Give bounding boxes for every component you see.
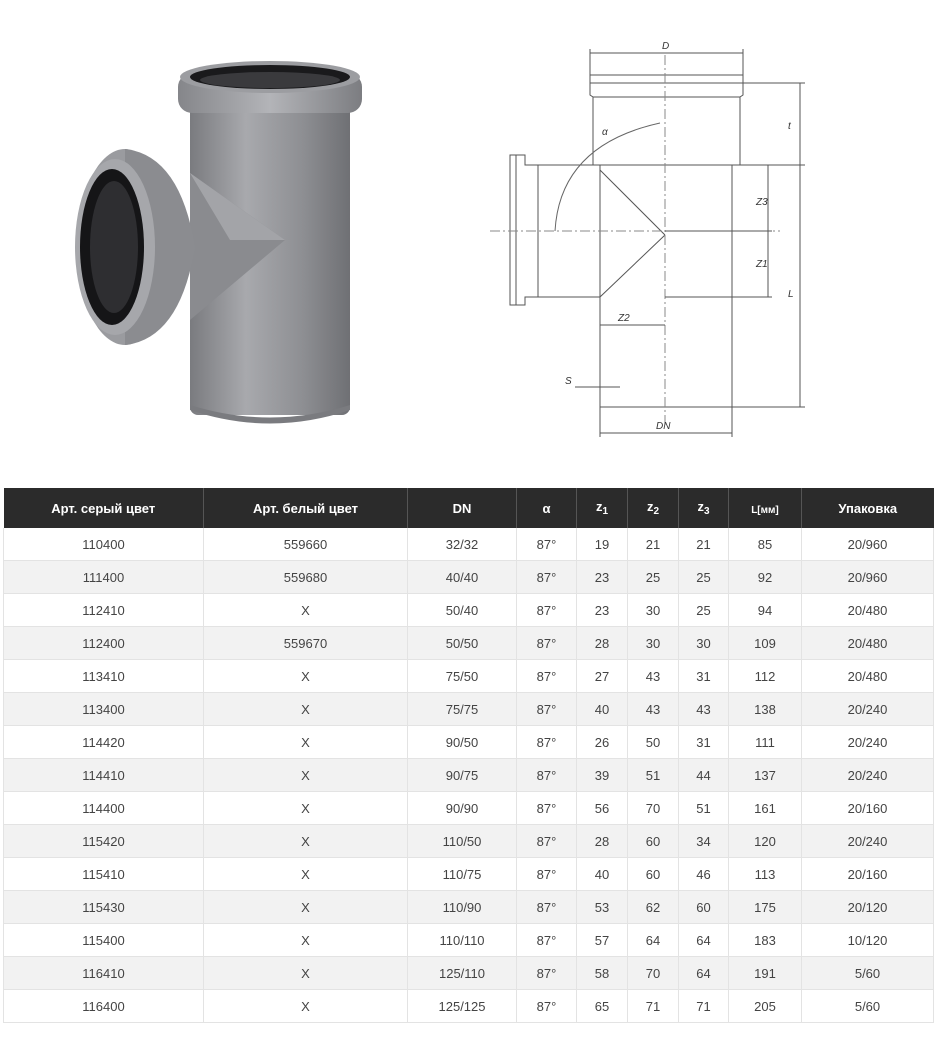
cell-gray: 115420 bbox=[4, 825, 204, 858]
cell-z3: 25 bbox=[679, 594, 729, 627]
cell-white: X bbox=[204, 660, 408, 693]
cell-gray: 112410 bbox=[4, 594, 204, 627]
cell-l: 112 bbox=[729, 660, 802, 693]
cell-white: X bbox=[204, 858, 408, 891]
cell-l: 205 bbox=[729, 990, 802, 1023]
cell-z1: 39 bbox=[577, 759, 628, 792]
cell-z1: 23 bbox=[577, 594, 628, 627]
cell-z1: 23 bbox=[577, 561, 628, 594]
cell-z3: 43 bbox=[679, 693, 729, 726]
cell-alpha: 87° bbox=[517, 891, 577, 924]
cell-z2: 30 bbox=[628, 594, 679, 627]
cell-dn: 90/75 bbox=[408, 759, 517, 792]
cell-z1: 65 bbox=[577, 990, 628, 1023]
cell-white[interactable]: 559680 bbox=[204, 561, 408, 594]
table-row bbox=[4, 528, 934, 561]
cell-z3: 60 bbox=[679, 891, 729, 924]
cell-gray: 110400 bbox=[4, 528, 204, 561]
cell-gray: 116400 bbox=[4, 990, 204, 1023]
cell-z3: 31 bbox=[679, 660, 729, 693]
cell-dn: 110/50 bbox=[408, 825, 517, 858]
cell-z2: 64 bbox=[628, 924, 679, 957]
cell-pack: 20/960 bbox=[802, 528, 934, 561]
cell-z2: 50 bbox=[628, 726, 679, 759]
cell-dn: 75/50 bbox=[408, 660, 517, 693]
table-row bbox=[4, 627, 934, 660]
cell-z1: 28 bbox=[577, 825, 628, 858]
table-row bbox=[4, 594, 934, 627]
cell-z3: 64 bbox=[679, 924, 729, 957]
table-row bbox=[4, 759, 934, 792]
label-dn: DN bbox=[656, 421, 671, 432]
cell-z1: 58 bbox=[577, 957, 628, 990]
cell-white: X bbox=[204, 693, 408, 726]
cell-z3: 51 bbox=[679, 792, 729, 825]
cell-l: 109 bbox=[729, 627, 802, 660]
table-row bbox=[4, 792, 934, 825]
cell-dn: 75/75 bbox=[408, 693, 517, 726]
cell-z1: 27 bbox=[577, 660, 628, 693]
cell-alpha: 87° bbox=[517, 825, 577, 858]
table-row bbox=[4, 726, 934, 759]
cell-white: X bbox=[204, 891, 408, 924]
cell-gray: 114420 bbox=[4, 726, 204, 759]
table-row bbox=[4, 660, 934, 693]
cell-z2: 71 bbox=[628, 990, 679, 1023]
cell-z2: 62 bbox=[628, 891, 679, 924]
cell-white: X bbox=[204, 924, 408, 957]
cell-l: 120 bbox=[729, 825, 802, 858]
cell-dn: 110/90 bbox=[408, 891, 517, 924]
label-d: D bbox=[662, 41, 670, 52]
table-row bbox=[4, 858, 934, 891]
col-gray-article: Арт. серый цвет bbox=[4, 488, 204, 528]
cell-gray: 115410 bbox=[4, 858, 204, 891]
cell-pack: 20/240 bbox=[802, 726, 934, 759]
col-dn: DN bbox=[408, 488, 517, 528]
cell-dn: 32/32 bbox=[408, 528, 517, 561]
cell-pack: 20/160 bbox=[802, 858, 934, 891]
cell-z2: 70 bbox=[628, 957, 679, 990]
cell-l: 138 bbox=[729, 693, 802, 726]
cell-alpha: 87° bbox=[517, 528, 577, 561]
cell-gray: 115400 bbox=[4, 924, 204, 957]
cell-alpha: 87° bbox=[517, 759, 577, 792]
cell-dn: 125/110 bbox=[408, 957, 517, 990]
cell-z1: 19 bbox=[577, 528, 628, 561]
cell-gray: 116410 bbox=[4, 957, 204, 990]
cell-alpha: 87° bbox=[517, 990, 577, 1023]
cell-alpha: 87° bbox=[517, 594, 577, 627]
cell-gray: 111400 bbox=[4, 561, 204, 594]
cell-white: X bbox=[204, 726, 408, 759]
cell-dn: 50/40 bbox=[408, 594, 517, 627]
cell-z3: 44 bbox=[679, 759, 729, 792]
cell-dn: 125/125 bbox=[408, 990, 517, 1023]
cell-dn: 50/50 bbox=[408, 627, 517, 660]
col-z3: $z_3$ bbox=[679, 488, 729, 528]
cell-pack: 20/160 bbox=[802, 792, 934, 825]
table-row bbox=[4, 990, 934, 1023]
table-row bbox=[4, 693, 934, 726]
cell-z2: 70 bbox=[628, 792, 679, 825]
cell-gray: 114410 bbox=[4, 759, 204, 792]
cell-alpha: 87° bbox=[517, 627, 577, 660]
cell-z3: 46 bbox=[679, 858, 729, 891]
cell-z1: 28 bbox=[577, 627, 628, 660]
cell-gray: 114400 bbox=[4, 792, 204, 825]
cell-l: 113 bbox=[729, 858, 802, 891]
cell-alpha: 87° bbox=[517, 924, 577, 957]
cell-z1: 40 bbox=[577, 693, 628, 726]
cell-dn: 110/110 bbox=[408, 924, 517, 957]
label-t: t bbox=[788, 121, 791, 132]
cell-alpha: 87° bbox=[517, 693, 577, 726]
table-header-row bbox=[4, 488, 934, 528]
cell-l: 137 bbox=[729, 759, 802, 792]
cell-pack: 5/60 bbox=[802, 957, 934, 990]
cell-l: 161 bbox=[729, 792, 802, 825]
cell-white: X bbox=[204, 594, 408, 627]
cell-gray[interactable]: 115430 bbox=[4, 891, 204, 924]
cell-dn: 90/90 bbox=[408, 792, 517, 825]
cell-z1: 56 bbox=[577, 792, 628, 825]
cell-alpha: 87° bbox=[517, 858, 577, 891]
cell-pack: 20/480 bbox=[802, 660, 934, 693]
cell-pack: 10/120 bbox=[802, 924, 934, 957]
cell-z3: 21 bbox=[679, 528, 729, 561]
cell-z3: 25 bbox=[679, 561, 729, 594]
cell-pack: 20/120 bbox=[802, 891, 934, 924]
cell-white: X bbox=[204, 825, 408, 858]
cell-z1: 53 bbox=[577, 891, 628, 924]
cell-alpha: 87° bbox=[517, 957, 577, 990]
cell-z2: 60 bbox=[628, 825, 679, 858]
cell-z1: 26 bbox=[577, 726, 628, 759]
cell-pack: 20/480 bbox=[802, 594, 934, 627]
cell-white[interactable]: 559670 bbox=[204, 627, 408, 660]
cell-z3: 64 bbox=[679, 957, 729, 990]
label-alpha: α bbox=[602, 127, 608, 138]
cell-l: 191 bbox=[729, 957, 802, 990]
cell-l: 92 bbox=[729, 561, 802, 594]
cell-white: X bbox=[204, 990, 408, 1023]
cell-dn: 40/40 bbox=[408, 561, 517, 594]
cell-pack: 20/240 bbox=[802, 693, 934, 726]
cell-l: 175 bbox=[729, 891, 802, 924]
label-z1: Z1 bbox=[756, 259, 768, 270]
col-white-article: Арт. белый цвет bbox=[204, 488, 408, 528]
product-photo-tee bbox=[70, 55, 370, 435]
cell-pack: 5/60 bbox=[802, 990, 934, 1023]
cell-white: X bbox=[204, 957, 408, 990]
cell-white: X bbox=[204, 759, 408, 792]
cell-l: 111 bbox=[729, 726, 802, 759]
cell-z2: 60 bbox=[628, 858, 679, 891]
cell-alpha: 87° bbox=[517, 660, 577, 693]
label-z2: Z2 bbox=[618, 313, 630, 324]
col-z1: $z_1$ bbox=[577, 488, 628, 528]
label-l: L bbox=[788, 289, 794, 300]
cell-gray: 113400 bbox=[4, 693, 204, 726]
cell-z3: 71 bbox=[679, 990, 729, 1023]
cell-pack: 20/240 bbox=[802, 825, 934, 858]
cell-z2: 51 bbox=[628, 759, 679, 792]
cell-pack: 20/960 bbox=[802, 561, 934, 594]
cell-gray: 112400 bbox=[4, 627, 204, 660]
cell-dn: 90/50 bbox=[408, 726, 517, 759]
cell-pack: 20/240 bbox=[802, 759, 934, 792]
table-row bbox=[4, 825, 934, 858]
col-alpha: α bbox=[517, 488, 577, 528]
spec-table bbox=[3, 488, 934, 1023]
cell-z2: 30 bbox=[628, 627, 679, 660]
cell-dn: 110/75 bbox=[408, 858, 517, 891]
cell-z3: 31 bbox=[679, 726, 729, 759]
label-z3: Z3 bbox=[756, 197, 768, 208]
col-z2: $z_2$ bbox=[628, 488, 679, 528]
cell-white: X bbox=[204, 792, 408, 825]
cell-alpha: 87° bbox=[517, 792, 577, 825]
cell-z2: 21 bbox=[628, 528, 679, 561]
cell-l: 94 bbox=[729, 594, 802, 627]
cell-z2: 43 bbox=[628, 693, 679, 726]
cell-z3: 34 bbox=[679, 825, 729, 858]
cell-z2: 25 bbox=[628, 561, 679, 594]
cell-alpha: 87° bbox=[517, 561, 577, 594]
cell-z1: 40 bbox=[577, 858, 628, 891]
cell-z3: 30 bbox=[679, 627, 729, 660]
cell-white[interactable]: 559660 bbox=[204, 528, 408, 561]
label-s: S bbox=[565, 376, 572, 387]
cell-z1: 57 bbox=[577, 924, 628, 957]
technical-drawing bbox=[480, 35, 825, 445]
cell-z2: 43 bbox=[628, 660, 679, 693]
cell-pack: 20/480 bbox=[802, 627, 934, 660]
cell-l: 85 bbox=[729, 528, 802, 561]
table-row bbox=[4, 957, 934, 990]
cell-l: 183 bbox=[729, 924, 802, 957]
cell-gray: 113410 bbox=[4, 660, 204, 693]
col-length: L[мм] bbox=[729, 488, 802, 528]
table-row bbox=[4, 924, 934, 957]
col-packaging: Упаковка bbox=[802, 488, 934, 528]
cell-alpha: 87° bbox=[517, 726, 577, 759]
table-row bbox=[4, 561, 934, 594]
table-row bbox=[4, 891, 934, 924]
